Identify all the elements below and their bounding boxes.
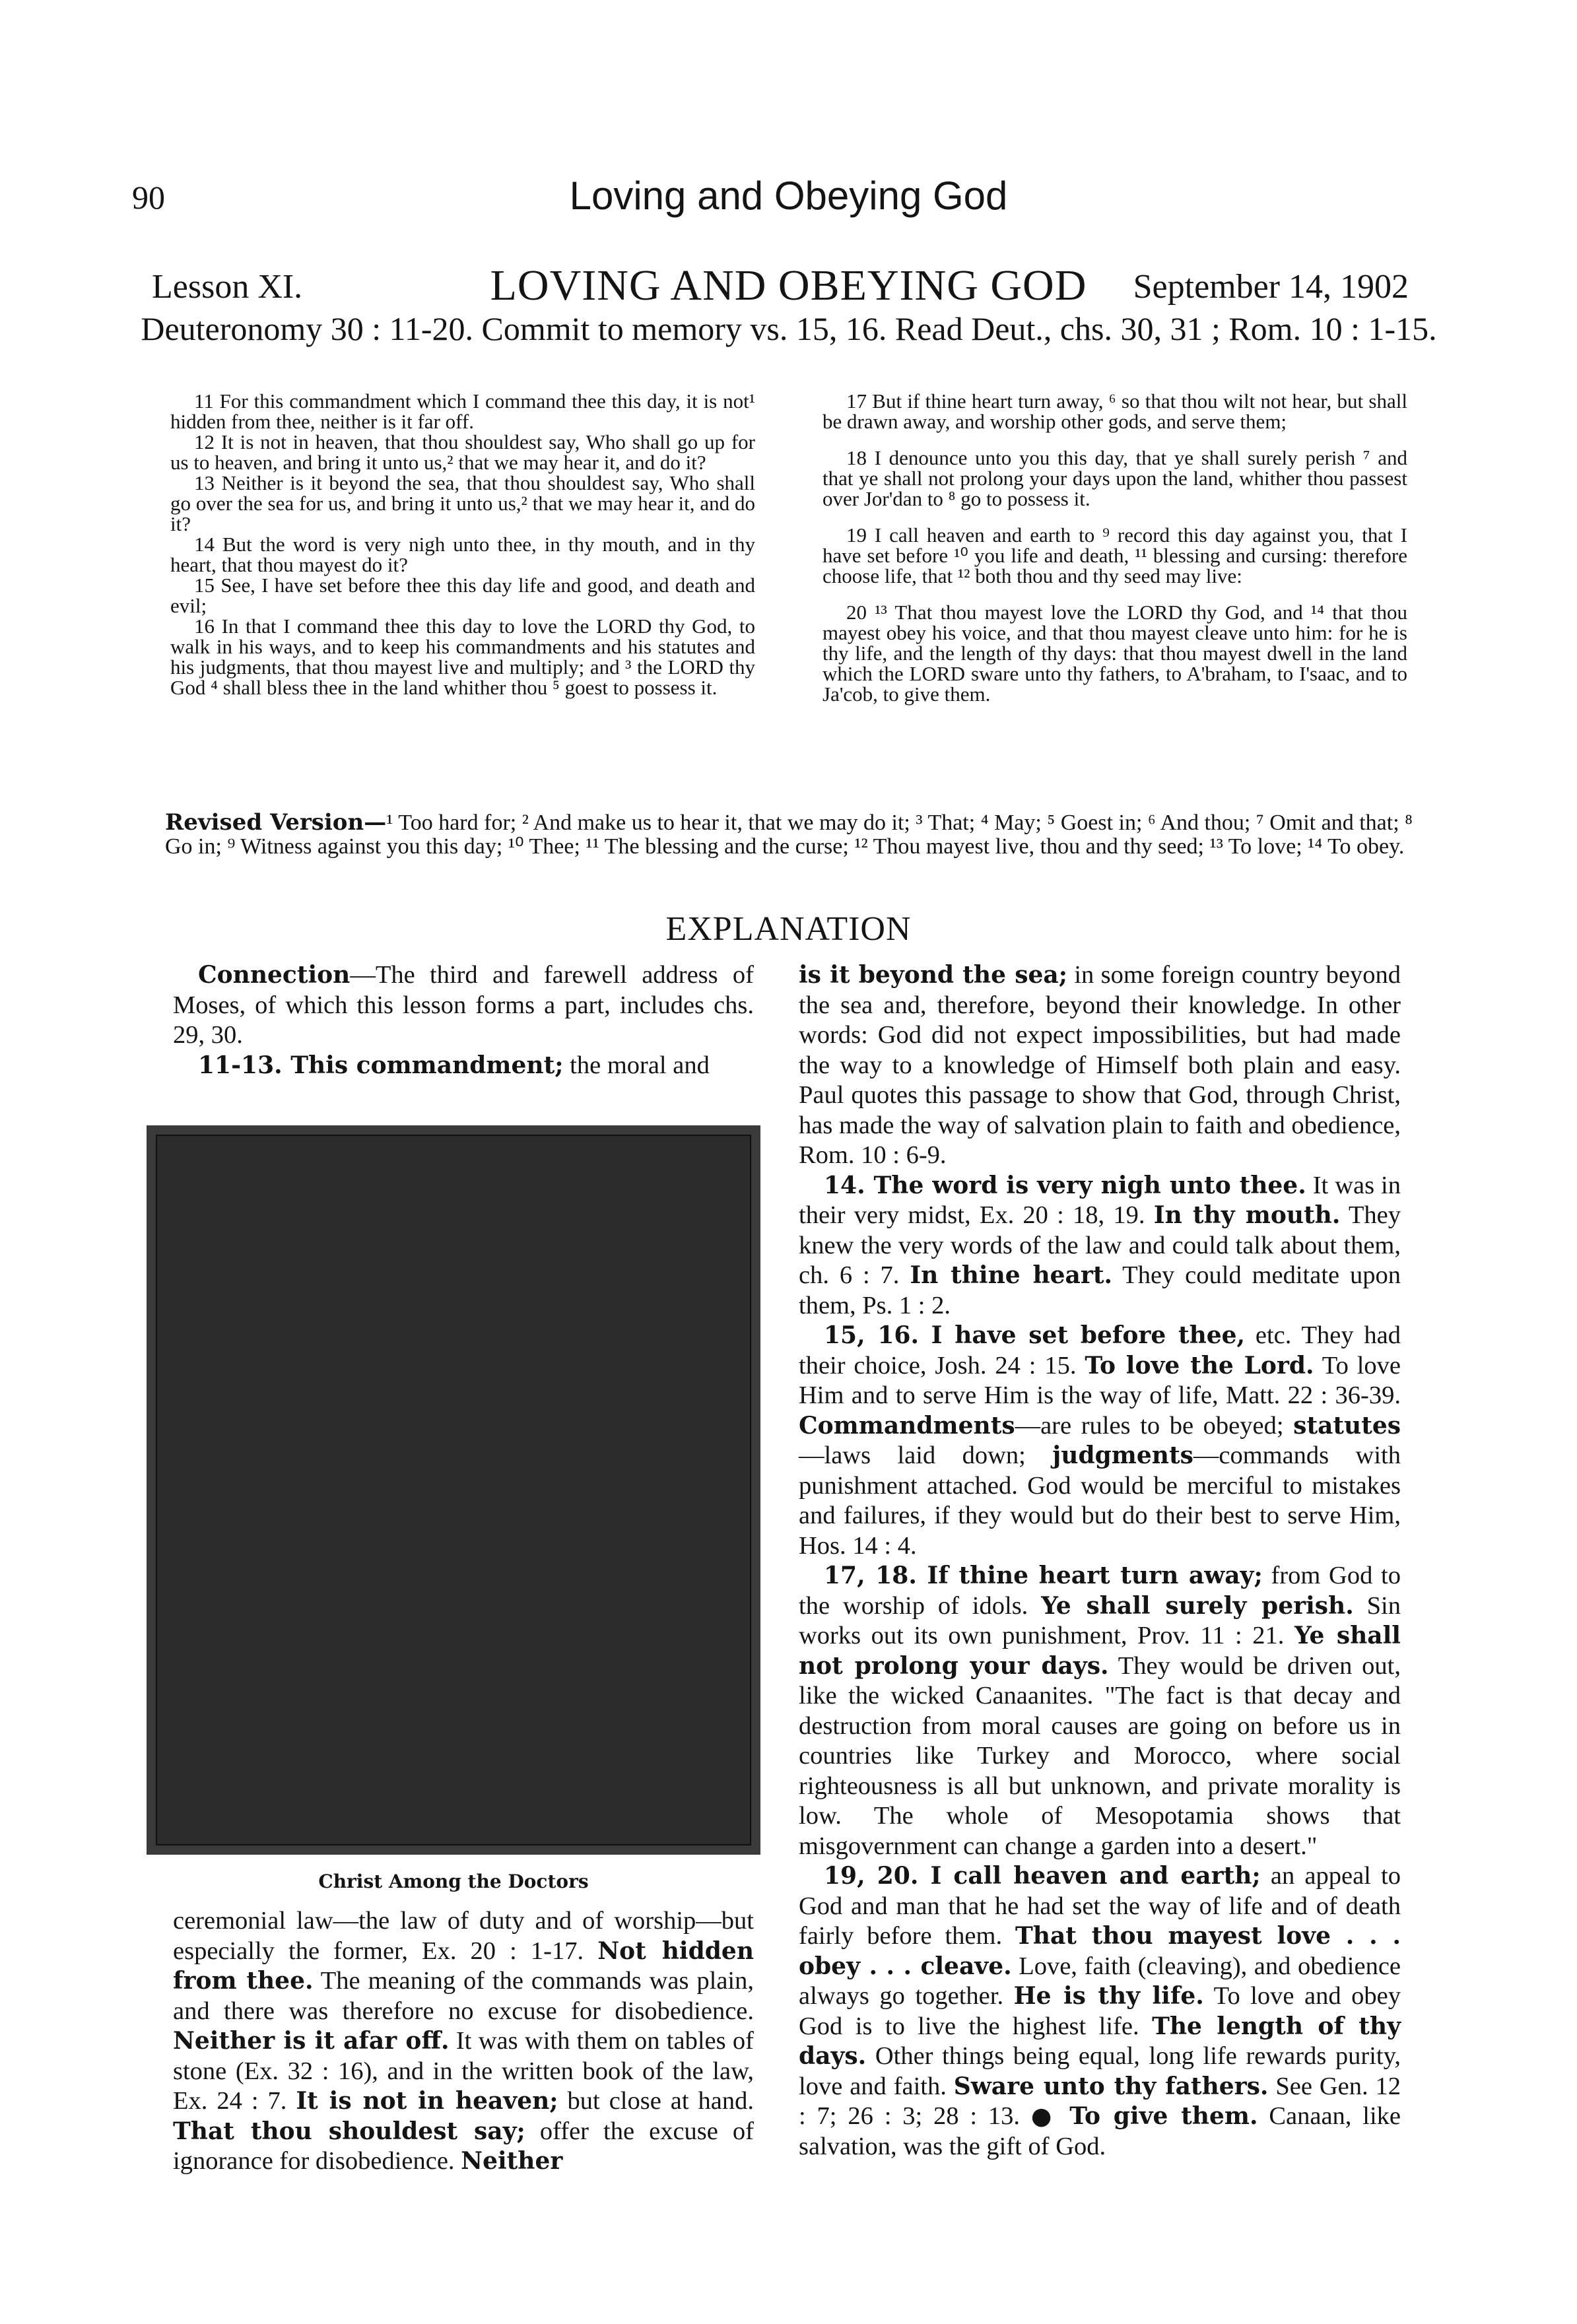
v19-20-paragraph: 19, 20. I call heaven and earth; an appeal to God and man that he had set the way of life and of death fairly before them. That thou mayest love . . . obey . . . cleave. Love, faith (cleaving), and obedience always go together. He is thy life. To love and obey God is to live the highest life. The length of thy days. Other things being equal, long life rewards purity, love and faith. Sware unto thy fathers. See Gen. 12 : 7; 26 : 3; 28 : 13. ● To give them. Canaan, like salvation, was the gift of God.	[799, 1862, 1401, 2160]
page-number: 90	[132, 179, 165, 216]
lesson-date: September 14, 1902	[1133, 268, 1409, 306]
v11-13-continued: ceremonial law—the law of duty and of worship—but especially the former, Ex. 20 : 1-17. Not hidden from thee. The meaning of the commands was plain, and there was therefore no excuse for disobedience. Neither is it afar off. It was with them on tables of stone (Ex. 32 : 16), and in the written book of the law, Ex. 24 : 7. It is not in heaven; but close at hand. That thou shouldest say; offer the excuse of ignorance for disobedience. Neither	[173, 1907, 755, 2175]
v17-18-paragraph: 17, 18. If thine heart turn away; from God to the worship of idols. Ye shall surely perish. Sin works out its own punishment, Prov. 11 : 21. Ye shall not prolong your days. They would be driven out, like the wicked Canaanites. "The fact is that decay and destruction from moral causes are going on before us in countries like Turkey and Morocco, where social righteousness is all but unknown, and private morality is low. The whole of Mesopotamia shows that misgovernment can change a garden into a desert."	[799, 1562, 1401, 1860]
lesson-title: LOVING AND OBEYING GOD	[490, 261, 1087, 310]
verse-15: 15 See, I have set before thee this day life and good, and death and evil;	[170, 574, 755, 617]
verse-16: 16 In that I command thee this day to love the LORD thy God, to walk in his ways, and to keep his commandments and his statutes and his judgments, that thou mayest live and multiply; and ³ the LORD thy God ⁴ shall bless thee in the land whither thou ⁵ goest to possess it.	[170, 614, 755, 699]
engraving-image	[156, 1135, 751, 1845]
explanation-right-column	[799, 960, 1401, 2162]
running-head	[0, 173, 1577, 226]
scripture-right-column	[822, 391, 1407, 704]
revised-version-label: Revised Version—	[165, 809, 387, 836]
verse-11: 11 For this commandment which I command thee this day, it is not¹ hidden from thee, neither is it far off.	[170, 389, 755, 433]
v14-paragraph: 14. The word is very nigh unto thee. It was in their very midst, Ex. 20 : 18, 19. In thy mouth. They knew the very words of the law and could talk about them, ch. 6 : 7. In thine heart. They could meditate upon them, Ps. 1 : 2.	[799, 1171, 1401, 1319]
revised-version-notes	[165, 811, 1413, 859]
connection-label: Connection	[198, 961, 351, 989]
connection-paragraph: Connection—The third and farewell address of Moses, of which this lesson forms a part, includes chs. 29, 30.	[173, 961, 754, 1049]
verse-18: 18 I denounce unto you this day, that ye shall surely perish ⁷ and that ye shall not prolong your days upon the land, whither thou passest over Jor'dan to ⁸ go to possess it.	[822, 446, 1407, 510]
illustration-caption: Christ Among the Doctors	[318, 1871, 589, 1892]
revised-version-text: ¹ Too hard for; ² And make us to hear it, that we may do it; ³ That; ⁴ May; ⁵ Goest in; ⁶ And thou; ⁷ Omit and that; ⁸ Go in; ⁹ Witness against you this day; ¹⁰ Thee; ¹¹ The blessing and the curse; ¹² Thou mayest live, thou and thy seed; ¹³ To love; ¹⁴ To obey.	[165, 811, 1413, 859]
illustration-christ-among-the-doctors	[147, 1125, 760, 1855]
verse-17: 17 But if thine heart turn away, ⁶ so that thou wilt not hear, but shall be drawn away, and worship other gods, and serve them;	[822, 389, 1407, 433]
explanation-heading: EXPLANATION	[665, 910, 912, 948]
explanation-left-bottom	[173, 1906, 754, 2177]
v11-13-paragraph: 11-13. This commandment; the moral and	[198, 1051, 710, 1079]
scripture-left-column	[170, 391, 755, 698]
verse-12: 12 It is not in heaven, that thou shouldest say, Who shall go up for us to heaven, and bring it unto us,² that we may hear it, and do it?	[170, 430, 755, 474]
verse-19: 19 I call heaven and earth to ⁹ record this day against you, that I have set before ¹⁰ you life and death, ¹¹ blessing and cursing: therefore choose life, that ¹² both thou and thy seed may live:	[822, 523, 1407, 587]
verse-20: 20 ¹³ That thou mayest love the LORD thy God, and ¹⁴ that thou mayest obey his voice, and that thou mayest cleave unto him: for he is thy life, and the length of thy days: that thou mayest dwell in the land which the LORD sware unto thy fathers, to A'braham, to I'saac, and to Ja'cob, to give them.	[822, 601, 1407, 706]
verse-14: 14 But the word is very nigh unto thee, in thy mouth, and in thy heart, that thou mayest do it?	[170, 533, 755, 576]
explanation-left-top	[173, 960, 754, 1080]
beyond-the-sea-paragraph: is it beyond the sea; in some foreign country beyond the sea and, therefore, beyond their knowledge. In other words: God did not expect impossibilities, but had made the way to a knowledge of Himself both plain and easy. Paul quotes this passage to show that God, through Christ, has made the way of salvation plain to faith and obedience, Rom. 10 : 6-9.	[799, 961, 1401, 1169]
v15-16-paragraph: 15, 16. I have set before thee, etc. They had their choice, Josh. 24 : 15. To love the Lord. To love Him and to serve Him is the way of life, Matt. 22 : 36-39. Commandments—are rules to be obeyed; statutes—laws laid down; judgments—commands with punishment attached. God would be merciful to mistakes and failures, if they would but do their best to serve Him, Hos. 14 : 4.	[799, 1321, 1401, 1560]
verse-13: 13 Neither is it beyond the sea, that thou shouldest say, Who shall go over the sea for us, and bring it unto us,² that we may hear it, and do it?	[170, 471, 755, 535]
lesson-references: Deuteronomy 30 : 11-20. Commit to memory vs. 15, 16. Read Deut., chs. 30, 31 ; Rom. 10 : 1-15.	[141, 310, 1437, 347]
running-title: Loving and Obeying God	[569, 174, 1008, 218]
lesson-heading-row	[0, 261, 1577, 314]
lesson-number: Lesson XI.	[152, 268, 303, 306]
